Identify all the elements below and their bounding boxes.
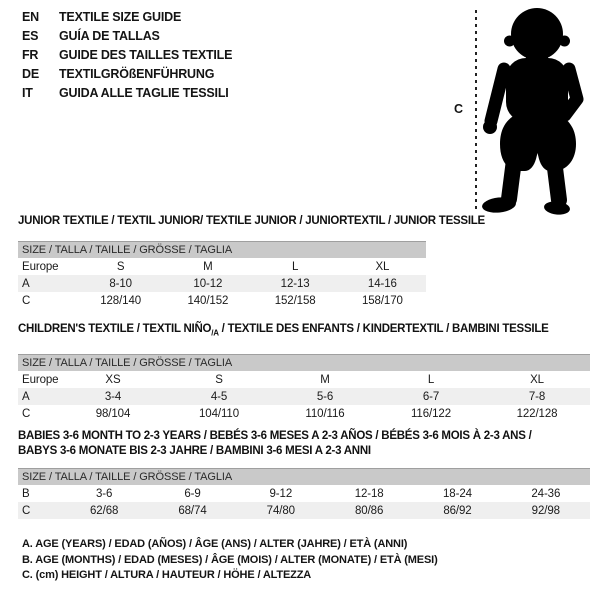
language-code: IT xyxy=(22,86,33,100)
language-title-list xyxy=(22,8,232,103)
children-size-table xyxy=(18,371,590,422)
language-title: TEXTILGRÖßENFÜHRUNG xyxy=(59,67,215,81)
row-label: A xyxy=(22,277,30,290)
row-label: C xyxy=(22,407,31,420)
size-cell: 3-4 xyxy=(104,390,122,403)
height-figure xyxy=(448,2,600,218)
section-title-line xyxy=(18,214,485,229)
size-cell: 122/128 xyxy=(516,407,558,420)
section-junior-textile xyxy=(18,214,485,309)
title-text: / TEXTILE DES ENFANTS / KINDERTEXTIL / BAMBINI TESSILE xyxy=(218,323,549,335)
title-subscript: /A xyxy=(211,328,219,338)
language-code: FR xyxy=(22,48,39,62)
junior-size-table xyxy=(18,258,426,309)
size-header-band: SIZE / TALLA / TAILLE / GRÖSSE / TAGLIA xyxy=(18,354,590,371)
language-code: EN xyxy=(22,10,39,24)
title-text: BABYS 3-6 MONATE BIS 2-3 JAHRE / BAMBINI 3-6 MESI A 2-3 ANNI xyxy=(18,445,371,457)
size-cell: 104/110 xyxy=(198,407,240,420)
row-label: C xyxy=(22,294,31,307)
size-cell: 9-12 xyxy=(269,487,293,500)
size-cell: 10-12 xyxy=(193,277,223,290)
row-label: B xyxy=(22,487,30,500)
size-cell: 3-6 xyxy=(96,487,113,500)
row-label: C xyxy=(22,504,31,517)
size-cell: S xyxy=(116,260,125,273)
size-cell: M xyxy=(203,260,213,273)
row-label: Europe xyxy=(22,373,59,386)
size-cell: L xyxy=(291,260,299,273)
table-row xyxy=(18,292,426,309)
title-text: CHILDREN'S TEXTILE / TEXTIL NIÑO xyxy=(18,323,212,335)
size-cell: XL xyxy=(530,373,544,386)
size-header-band: SIZE / TALLA / TAILLE / GRÖSSE / TAGLIA xyxy=(18,241,426,258)
size-cell: 86/92 xyxy=(443,504,472,517)
size-cell: 140/152 xyxy=(187,294,229,307)
language-title: GUIDA ALLE TAGLIE TESSILI xyxy=(59,86,229,100)
section-childrens-textile xyxy=(18,322,590,422)
size-cell: L xyxy=(427,373,435,386)
section-title-line xyxy=(18,444,590,459)
size-cell: S xyxy=(215,373,223,386)
section-title xyxy=(18,214,485,229)
language-row xyxy=(22,84,232,103)
size-cell: M xyxy=(320,373,330,386)
language-row xyxy=(22,65,232,84)
baby-silhouette-shape xyxy=(481,8,577,216)
size-cell: 24-36 xyxy=(531,487,561,500)
babies-size-table xyxy=(18,485,590,519)
language-code: ES xyxy=(22,29,39,43)
size-cell: 158/170 xyxy=(361,294,403,307)
table-row xyxy=(18,371,590,388)
size-cell: 68/74 xyxy=(178,504,207,517)
size-cell: 12-13 xyxy=(280,277,310,290)
height-measure-label: C xyxy=(454,102,464,116)
section-title xyxy=(18,322,590,340)
table-row xyxy=(18,485,590,502)
legend-note-line: A. AGE (YEARS) / EDAD (AÑOS) / ÂGE (ANS) / ALTER (JAHRE) / ETÀ (ANNI) xyxy=(22,538,408,550)
section-babies-textile xyxy=(18,429,590,519)
language-row xyxy=(22,27,232,46)
title-text: JUNIOR TEXTILE / TEXTIL JUNIOR/ TEXTILE JUNIOR / JUNIORTEXTIL / JUNIOR TESSILE xyxy=(18,215,485,227)
size-cell: 128/140 xyxy=(100,294,142,307)
language-title: GUÍA DE TALLAS xyxy=(59,29,160,43)
size-cell: 4-5 xyxy=(210,390,228,403)
size-cell: 12-18 xyxy=(354,487,384,500)
section-title-line xyxy=(18,322,590,340)
legend-note-line: C. (cm) HEIGHT / ALTURA / HAUTEUR / HÖHE / ALTEZZA xyxy=(22,569,312,581)
legend-note-line: B. AGE (MONTHS) / EDAD (MESES) / ÂGE (MOIS) / ALTER (MONATE) / ETÀ (MESI) xyxy=(22,553,438,566)
size-cell: 5-6 xyxy=(316,390,334,403)
size-header-band: SIZE / TALLA / TAILLE / GRÖSSE / TAGLIA xyxy=(18,468,590,485)
table-row xyxy=(18,275,426,292)
table-row xyxy=(18,405,590,422)
table-row xyxy=(18,258,426,275)
language-title: GUIDE DES TAILLES TEXTILE xyxy=(59,48,233,62)
row-label: Europe xyxy=(22,260,59,273)
title-text: BABIES 3-6 MONTH TO 2-3 YEARS / BEBÉS 3-6 MESES A 2-3 AÑOS / BÉBÉS 3-6 MOIS À 2-3 ANS / xyxy=(18,430,532,442)
legend-notes xyxy=(22,537,438,584)
size-cell: XL xyxy=(375,260,390,273)
size-cell: 6-7 xyxy=(422,390,440,403)
size-cell: 6-9 xyxy=(184,487,201,500)
language-title: TEXTILE SIZE GUIDE xyxy=(59,10,182,24)
size-cell: 8-10 xyxy=(109,277,132,290)
table-row xyxy=(18,388,590,405)
table-row xyxy=(18,502,590,519)
size-cell: 92/98 xyxy=(531,504,560,517)
size-cell: 116/122 xyxy=(410,407,452,420)
section-title xyxy=(18,429,590,459)
language-row xyxy=(22,8,232,27)
size-cell: XS xyxy=(105,373,121,386)
size-cell: 80/86 xyxy=(355,504,384,517)
size-cell: 14-16 xyxy=(367,277,397,290)
language-code: DE xyxy=(22,67,39,81)
row-label: A xyxy=(22,390,30,403)
section-title-line xyxy=(18,429,590,444)
size-cell: 7-8 xyxy=(528,390,546,403)
language-row xyxy=(22,46,232,65)
size-cell: 98/104 xyxy=(95,407,131,420)
size-cell: 152/158 xyxy=(274,294,316,307)
size-cell: 110/116 xyxy=(305,407,345,420)
size-cell: 74/80 xyxy=(266,504,295,517)
baby-silhouette-icon xyxy=(448,2,600,218)
size-cell: 62/68 xyxy=(90,504,119,517)
size-cell: 18-24 xyxy=(443,487,472,500)
